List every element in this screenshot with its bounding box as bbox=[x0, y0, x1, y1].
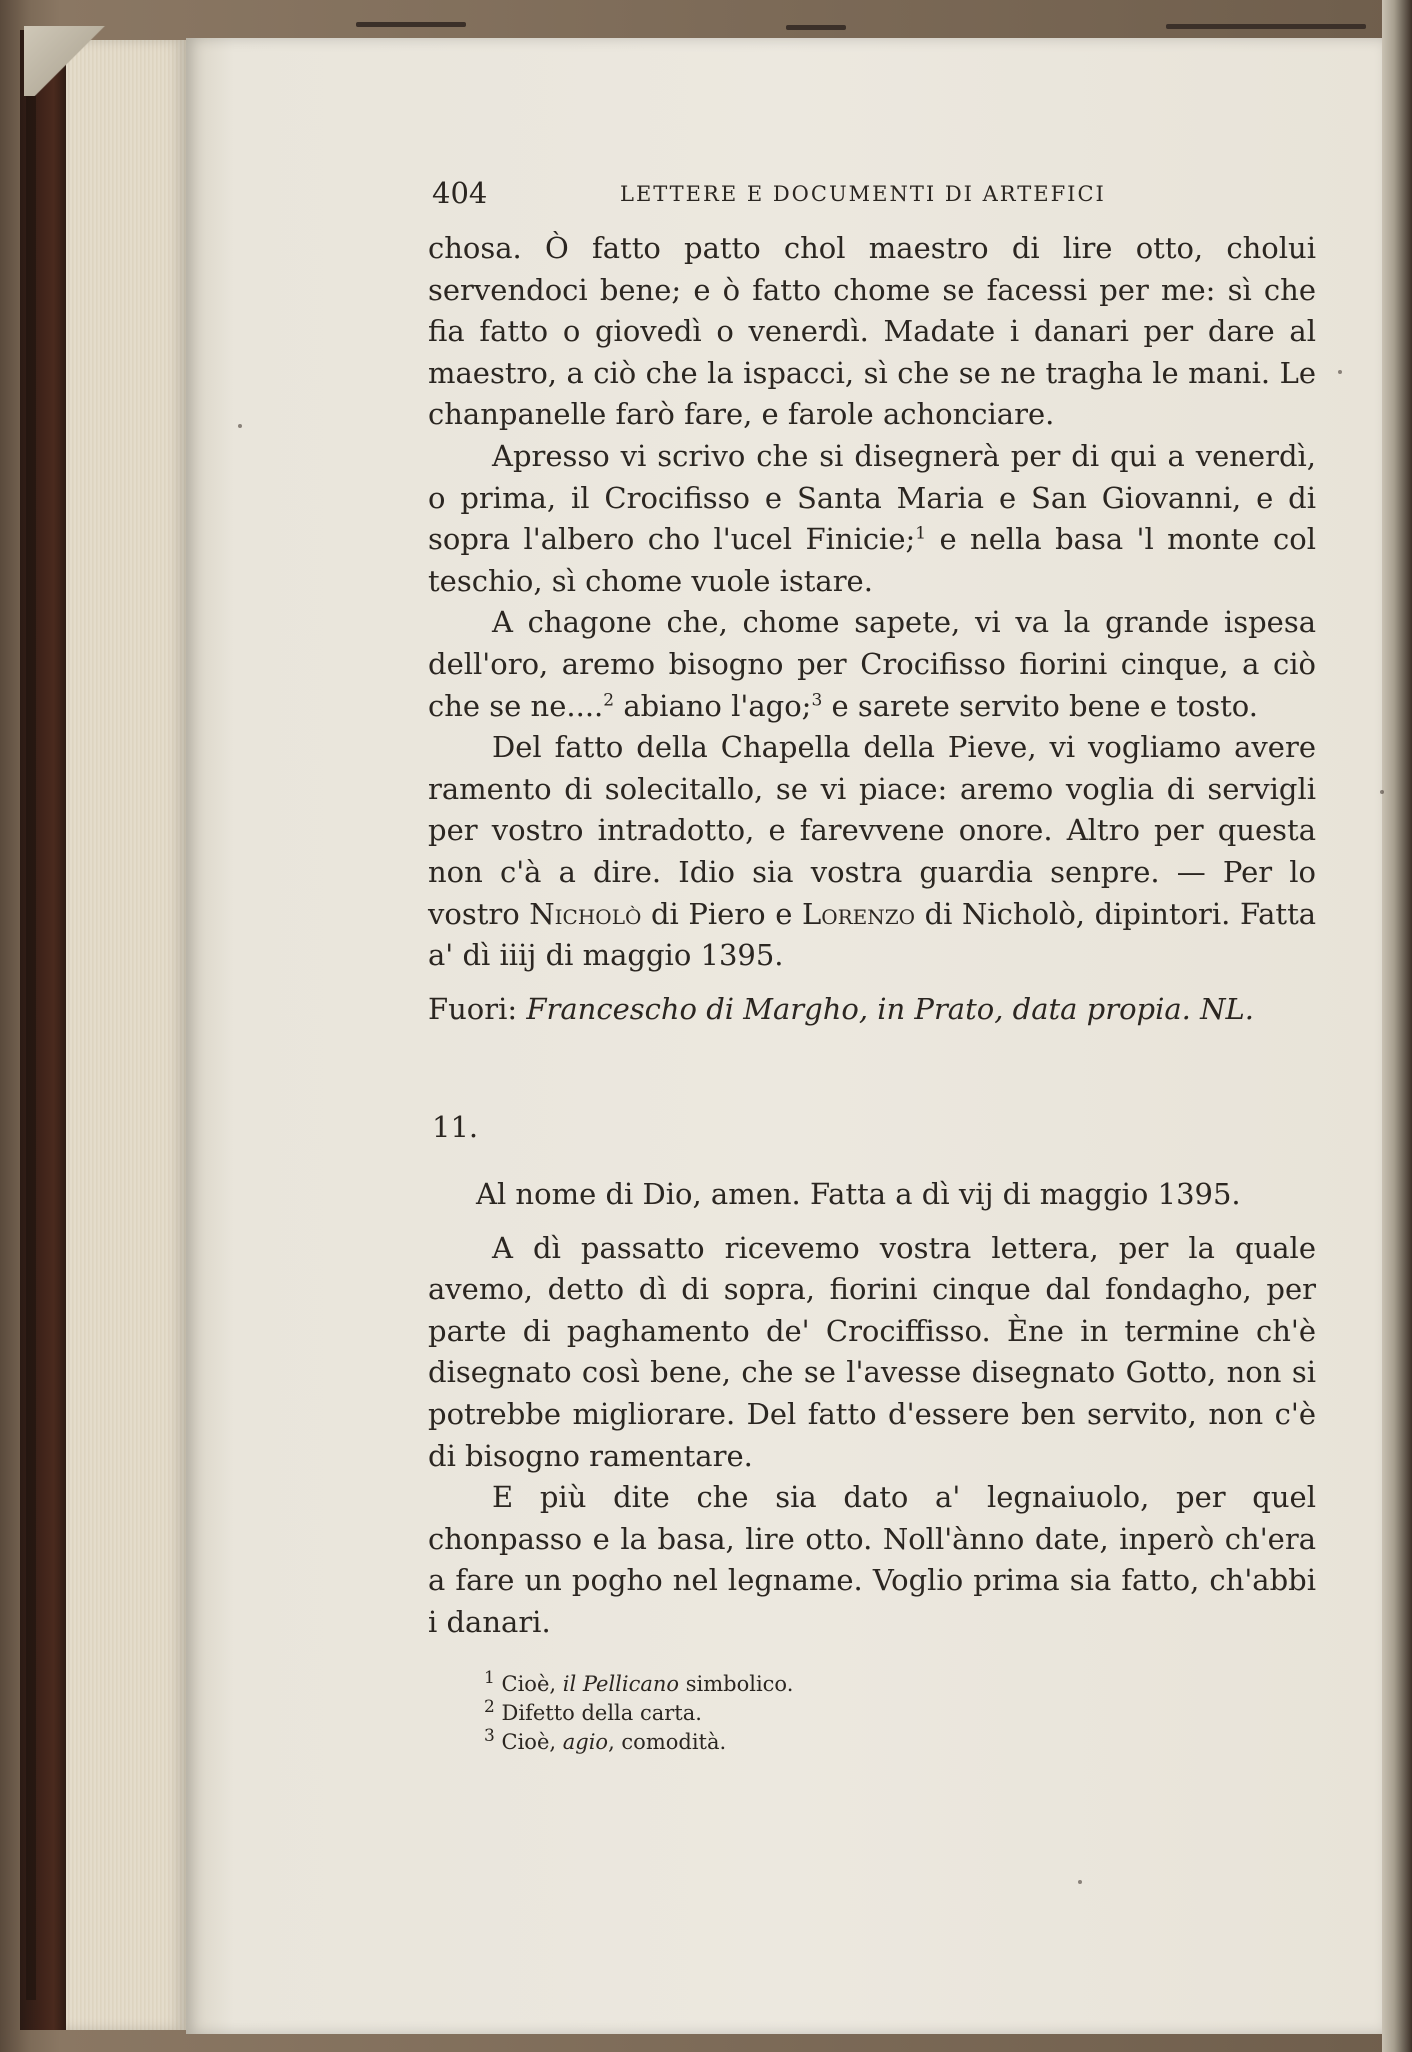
footnote bbox=[484, 1699, 1184, 1728]
footnote bbox=[484, 1670, 1184, 1699]
letter-2 bbox=[428, 1174, 1316, 1644]
footnote-text: Difetto della carta. bbox=[501, 1701, 702, 1725]
top-edge-damage bbox=[186, 20, 1382, 42]
text-run: di Piero e bbox=[641, 896, 802, 931]
address-text: Francescho di Margho, in Prato, data propia. NL. bbox=[526, 991, 1254, 1026]
page-number: 404 bbox=[432, 176, 488, 210]
text-run: e sarete servito bene e tosto. bbox=[822, 688, 1258, 723]
section-number: 11. bbox=[432, 1110, 479, 1144]
next-page-edge bbox=[1382, 0, 1412, 2052]
footnote-text: , comodità. bbox=[608, 1730, 727, 1754]
page-header bbox=[432, 176, 1320, 216]
paragraph bbox=[428, 727, 1316, 977]
paragraph: A dì passatto ricevemo vostra lettera, per la quale avemo, detto dì di sopra, fiorini cinque dal fondagho, per parte di paghamento de' Crociffisso. Ène in termine ch'è disegnato così bene, che se l'avesse disegnato Gotto, non si potrebbe migliorare. Del fatto d'essere ben servito, non c'è di bisogno ramentare. bbox=[428, 1230, 1316, 1473]
footnote-mark: 1 bbox=[484, 1668, 495, 1688]
paper-speck bbox=[1338, 370, 1342, 374]
paragraph: chosa. Ò fatto patto chol maestro di lire otto, cholui servendoci bene; e ò fatto chome se facessi per me: sì che fia fatto o giovedì o venerdì. Madate i danari per dare al maestro, a ciò che la ispacci, sì che se ne tragha le mani. Le chanpanelle farò fare, e farole achonciare. bbox=[428, 231, 1316, 432]
footnote-ref: 1 bbox=[915, 523, 927, 544]
footnote-text: simbolico. bbox=[679, 1672, 794, 1696]
text-run: di Nicholò, dipintori. Fatta a' dì iiij di maggio 1395. bbox=[428, 896, 1317, 973]
paper-speck bbox=[238, 424, 242, 428]
paragraph bbox=[428, 436, 1316, 602]
page-stack-edges bbox=[66, 40, 186, 2030]
paper-speck bbox=[1380, 790, 1384, 794]
text-run: Apresso vi scrivo che si disegnerà per di qui a venerdì, o prima, il Crocifisso e Santa Maria e San Giovanni, e di sopra l'albero cho l'ucel Finicie; bbox=[428, 438, 1316, 557]
footnote-italic: agio bbox=[562, 1730, 609, 1754]
footnote-text: Cioè, bbox=[501, 1730, 563, 1754]
footnote-ref: 2 bbox=[603, 689, 615, 710]
letter-1 bbox=[428, 228, 1316, 1030]
footnotes bbox=[484, 1670, 1184, 1757]
running-head: LETTERE E DOCUMENTI DI ARTEFICI bbox=[620, 182, 1106, 206]
text-run: Del fatto della Chapella della Pieve, vi vogliamo avere ramento di solecitallo, se vi piace: aremo voglia di servigli per vostro intradotto, e farevvene onore. Altro per questa non c'à a dire. Idio sia vostra guardia senpre. — Per lo vostro bbox=[428, 730, 1316, 931]
cover-edge bbox=[26, 40, 36, 2000]
paper-speck bbox=[1078, 1880, 1082, 1884]
paragraph: E più dite che sia dato a' legnaiuolo, per quel chonpasso e la basa, lire otto. Noll'ànno date, inperò ch'era a fare un pogho nel legname. Voglio prima sia fatto, ch'abbi i danari. bbox=[428, 1480, 1316, 1639]
footnote bbox=[484, 1728, 1184, 1757]
signer-name: Lorenzo bbox=[801, 896, 916, 931]
footnote-text: Cioè, bbox=[501, 1672, 563, 1696]
footnote-italic: il Pellicano bbox=[562, 1672, 680, 1696]
date-line: Al nome di Dio, amen. Fatta a dì vij di maggio 1395. bbox=[476, 1177, 1241, 1211]
footnote-ref: 3 bbox=[811, 689, 823, 710]
signer-name: Nicholò bbox=[529, 896, 642, 931]
paragraph bbox=[428, 602, 1316, 727]
address-label: Fuori: bbox=[428, 991, 527, 1026]
text-run: e nella basa 'l monte col teschio, sì chome vuole istare. bbox=[428, 522, 1316, 598]
text-run: abiano l'ago; bbox=[614, 688, 812, 723]
text-run: A chagone che, chome sapete, vi va la grande ispesa dell'oro, aremo bisogno per Crocifisso fiorini cinque, a ciò che se ne.... bbox=[428, 605, 1316, 723]
footnote-mark: 3 bbox=[484, 1726, 495, 1746]
address-line bbox=[428, 989, 1316, 1031]
cover-corner bbox=[24, 26, 114, 96]
footnote-mark: 2 bbox=[484, 1697, 495, 1717]
